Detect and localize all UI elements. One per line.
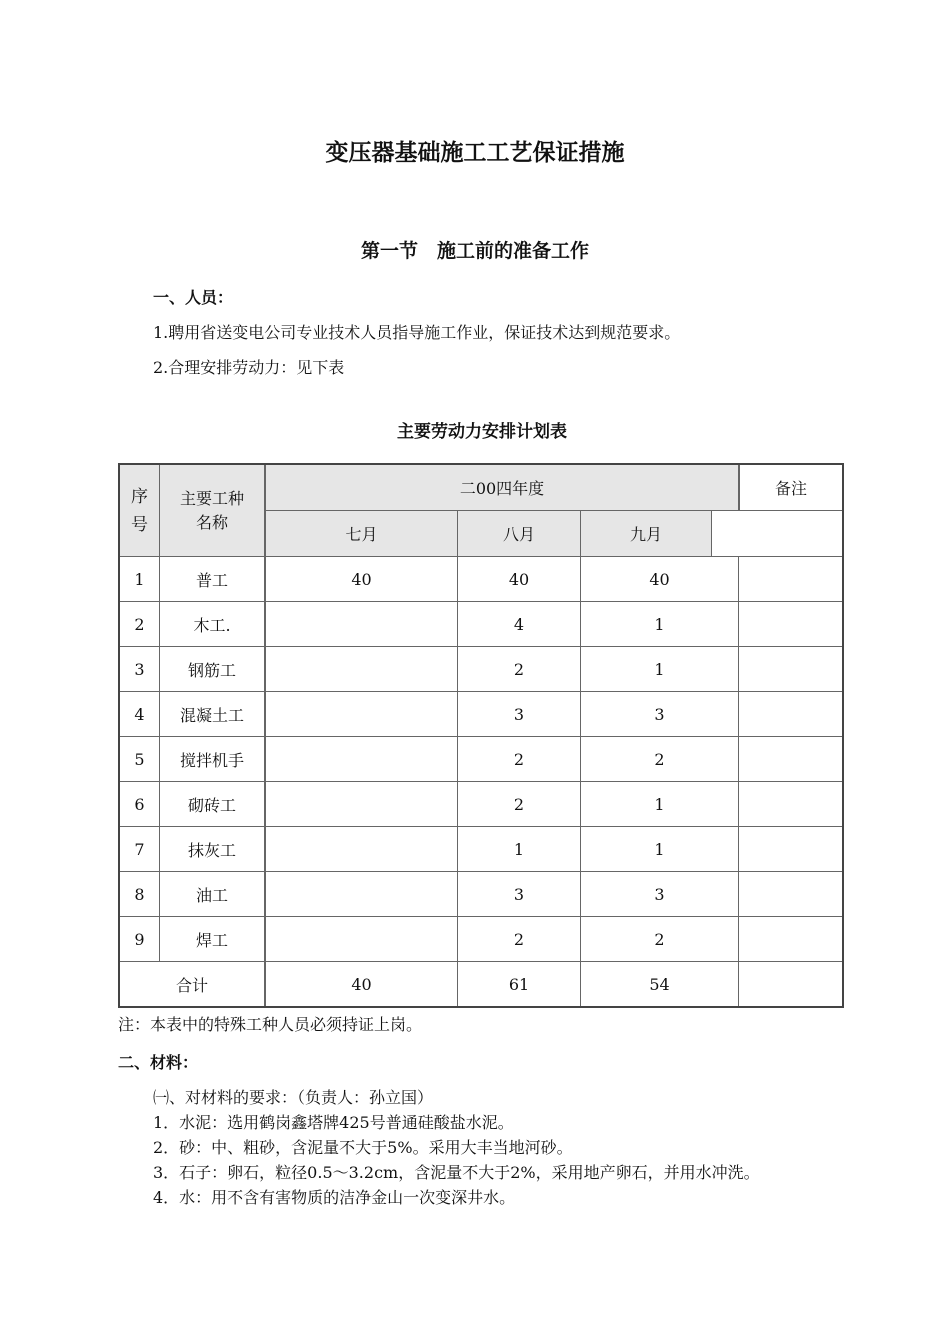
materials-item: 2．砂：中、粗砂，含泥量不大于5%。采用大丰当地河砂。 [153,1138,573,1157]
table-cell-seq: 2 [134,614,145,634]
header-month-aug: 八月 [502,525,535,544]
table-cell-seq: 5 [134,749,145,769]
table-cell-name: 焊工 [195,930,228,950]
table-cell-seq: 6 [134,794,145,814]
section-title: 第一节 施工前的准备工作 [360,240,589,262]
materials-item: 3．石子：卵石，粒径0.5～3.2cm，含泥量不大于2%，采用地产卵石，并用水冲洗。 [153,1163,760,1182]
table-cell-sep: 1 [654,659,665,679]
header-type-line1: 主要工种 [179,488,244,508]
table-cell-name: 混凝土工 [179,705,244,725]
header-month-jul: 七月 [345,525,378,544]
table-cell-jul [266,827,457,871]
table-cell-aug: 40 [508,569,530,589]
header-seq-line1: 序 [131,486,148,507]
table-cell-jul [266,647,457,691]
table-cell-name: 钢筋工 [187,660,236,680]
table-cell-sep: 1 [654,614,665,634]
table-cell-seq: 4 [134,704,145,724]
materials-item: 1．水泥：选用鹤岗鑫塔牌425号普通硅酸盐水泥。 [153,1113,514,1132]
table-cell-sep: 3 [654,884,665,904]
table-cell-jul [266,917,457,961]
table-cell-name: 油工 [195,885,228,905]
labor-plan-table [118,463,844,1008]
personnel-line-2: 2.合理安排劳动力：见下表 [153,358,345,377]
table-cell-sep: 40 [649,569,670,589]
materials-subheading: ㈠、对材料的要求：（负责人：孙立国） [153,1088,434,1107]
table-cell-sep: 1 [654,794,665,814]
table-cell-name: 砌砖工 [187,795,236,815]
materials-item: 4．水：用不含有害物质的洁净金山一次变深井水。 [153,1188,516,1207]
header-type [160,465,264,556]
table-cell-aug: 3 [513,704,525,724]
materials-heading: 二、材料： [118,1053,199,1072]
total-aug: 61 [508,974,530,994]
table-cell-aug: 2 [513,794,525,814]
table-cell-seq: 7 [134,839,145,859]
page-title: 变压器基础施工工艺保证措施 [325,140,625,166]
table-cell-aug: 3 [513,884,525,904]
table-caption: 主要劳动力安排计划表 [397,422,567,442]
header-month-sep: 九月 [629,525,662,544]
table-cell-seq: 3 [134,659,145,679]
table-cell-aug: 4 [513,614,525,634]
total-label: 合计 [175,975,208,995]
header-remark: 备注 [774,479,807,498]
table-cell-seq: 9 [134,929,145,949]
table-cell-jul [266,782,457,826]
header-seq-line2: 号 [131,514,148,535]
table-cell-aug: 2 [513,929,525,949]
table-cell-sep: 2 [654,749,665,769]
header-year: 二00四年度 [459,479,545,498]
total-jul: 40 [351,974,372,994]
personnel-line-1: 1.聘用省送变电公司专业技术人员指导施工作业，保证技术达到规范要求。 [153,323,681,342]
table-cell-sep: 2 [654,929,665,949]
table-cell-name: 木工. [193,615,231,635]
table-cell-aug: 2 [513,659,525,679]
table-cell-aug: 1 [513,839,525,859]
table-cell-jul [266,602,457,646]
table-cell-sep: 3 [654,704,665,724]
table-cell-name: 抹灰工 [187,840,236,860]
table-cell-sep: 1 [654,839,665,859]
table-cell-seq: 1 [134,569,145,589]
personnel-heading: 一、人员： [153,288,234,307]
table-cell-aug: 2 [513,749,525,769]
table-cell-name: 搅拌机手 [179,750,244,770]
table-cell-seq: 8 [134,884,145,904]
table-cell-jul [266,692,457,736]
table-cell-name: 普工 [195,570,228,590]
total-sep: 54 [649,974,670,994]
table-cell-jul [266,737,457,781]
table-note: 注：本表中的特殊工种人员必须持证上岗。 [118,1015,423,1034]
table-cell-jul: 40 [351,569,372,589]
header-type-line2: 名称 [195,512,228,532]
table-cell-jul [266,872,457,916]
header-seq [120,465,159,556]
